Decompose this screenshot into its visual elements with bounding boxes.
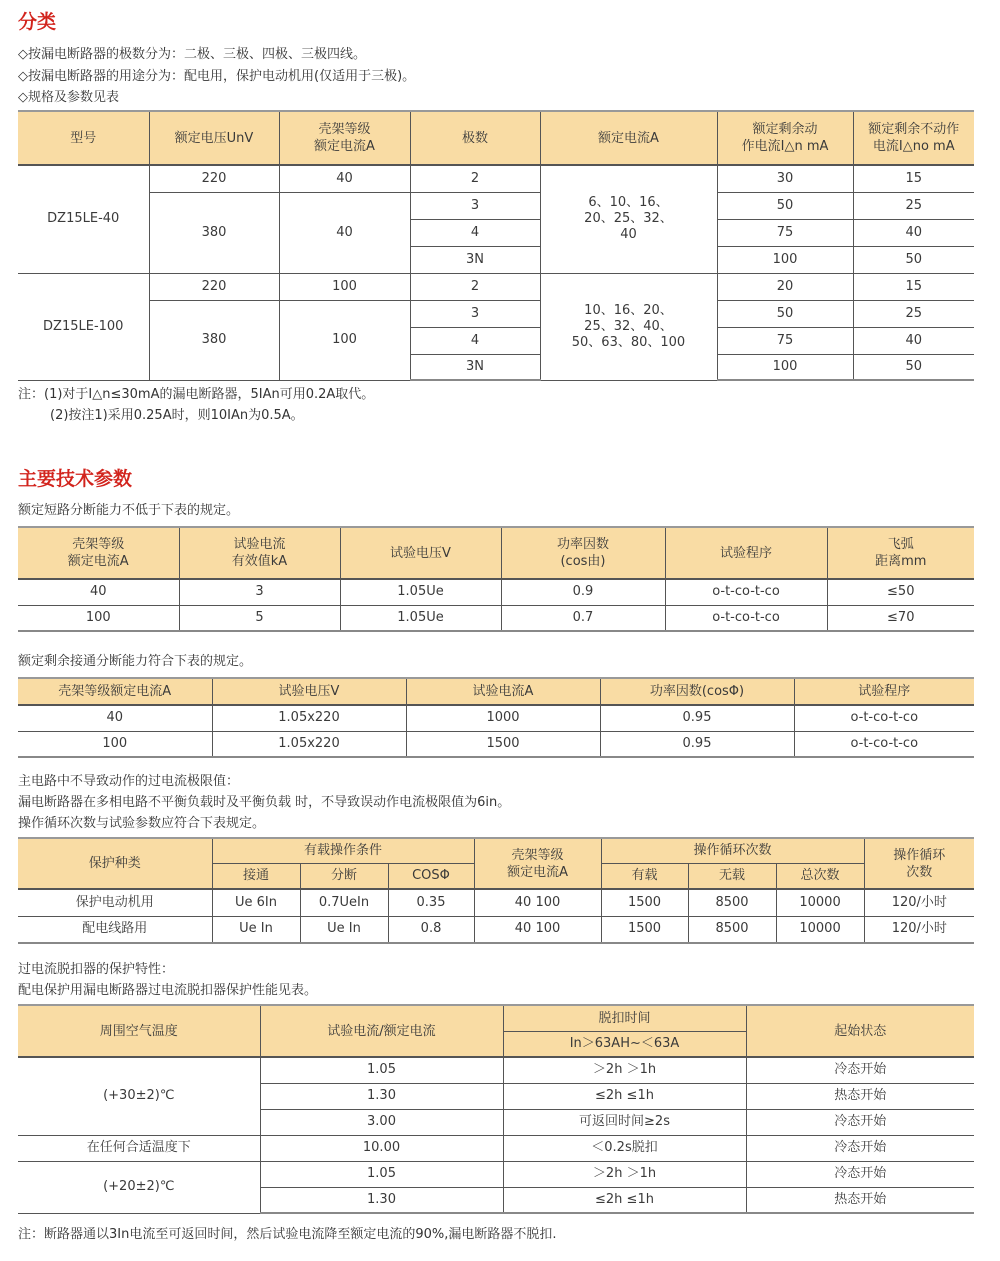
header-trip-time-sub: In＞63AH~＜63A	[503, 1031, 746, 1057]
table-cell: ≤70	[827, 605, 974, 631]
intro-short-circuit: 额定短路分断能力不低于下表的规定。	[18, 503, 240, 518]
table-cell: 0.95	[600, 705, 794, 731]
cell-idn: 50	[717, 300, 853, 327]
header-frame-current-l2: 额定电流A	[314, 139, 375, 154]
cell-trip-time: ＞2h ＞1h	[503, 1161, 746, 1187]
para-trip-characteristics: 过电流脱扣器的保护特性：	[18, 962, 175, 977]
table-cell: 5	[179, 605, 340, 631]
cell-frame: 100	[279, 273, 410, 300]
cell-idno: 25	[853, 192, 974, 219]
table-cell: 120/小时	[864, 916, 974, 943]
cell-poles: 3	[410, 192, 540, 219]
header-break: 分断	[300, 863, 388, 889]
cell-initial-state: 热态开始	[746, 1187, 974, 1213]
cell-frame: 40	[279, 165, 410, 192]
table-cell: 配电线路用	[18, 916, 212, 943]
note-2: (2)按注1)采用0.25A时，则10IAn为0.5A。	[50, 408, 304, 423]
header-test-voltage: 试验电压V	[212, 678, 406, 705]
table-row	[18, 916, 974, 943]
cell-initial-state: 冷态开始	[746, 1135, 974, 1161]
cell-trip-time: ≤2h ≤1h	[503, 1187, 746, 1213]
cell-poles: 4	[410, 327, 540, 354]
bullet-poles: ◇按漏电断路器的极数分为：二极、三极、四极、三极四线。	[18, 47, 366, 62]
table-cell: 10000	[776, 916, 864, 943]
table-cell: 100	[18, 731, 212, 757]
header-trip-time: 脱扣时间	[503, 1005, 746, 1031]
cell-voltage: 380	[149, 300, 279, 380]
para-unbalanced-load: 漏电断路器在多相电路不平衡负载时及平衡负载 时，不导致误动作电流极限值为6in。	[18, 795, 511, 810]
table-row	[18, 579, 974, 605]
cell-idno: 50	[853, 246, 974, 273]
header-power-factor: 功率因数(cosΦ)	[600, 678, 794, 705]
cell-ambient-temp: (+20±2)℃	[18, 1161, 260, 1213]
cell-idn: 75	[717, 327, 853, 354]
table-row	[18, 1161, 974, 1187]
header-test-current: 试验电流A	[406, 678, 600, 705]
table-cell: 0.7UeIn	[300, 889, 388, 916]
table-cell: Ue In	[212, 916, 300, 943]
header-cos: COSΦ	[388, 863, 474, 889]
table-row	[18, 731, 974, 757]
cell-idn: 100	[717, 354, 853, 380]
table-cell: 1000	[406, 705, 600, 731]
cell-current-ratio: 3.00	[260, 1109, 503, 1135]
header-arc-distance: 飞弧 距离mm	[827, 527, 974, 579]
cell-poles: 4	[410, 219, 540, 246]
para-trip-table-intro: 配电保护用漏电断路器过电流脱扣器保护性能见表。	[18, 983, 318, 998]
cell-idn: 50	[717, 192, 853, 219]
table-row	[18, 165, 974, 192]
table-row	[18, 889, 974, 916]
header-model: 型号	[18, 111, 149, 165]
residual-table	[18, 677, 974, 758]
table-row	[18, 273, 974, 300]
cell-poles: 3N	[410, 354, 540, 380]
table-row	[18, 1057, 974, 1083]
header-operation-cycles: 操作循环次数	[601, 838, 864, 863]
table-cell: o-t-co-t-co	[665, 605, 827, 631]
cell-idno: 15	[853, 165, 974, 192]
cell-voltage: 380	[149, 192, 279, 273]
cell-current-ratio: 10.00	[260, 1135, 503, 1161]
header-frame-current: 壳架等级 额定电流A	[18, 527, 179, 579]
trip-table	[18, 1004, 974, 1214]
cell-idn: 100	[717, 246, 853, 273]
table-cell: 100	[18, 605, 179, 631]
cell-current-ratio: 1.30	[260, 1187, 503, 1213]
table-cell: 8500	[688, 889, 776, 916]
table-cell: 0.7	[501, 605, 665, 631]
table-cell: 1500	[406, 731, 600, 757]
header-make: 接通	[212, 863, 300, 889]
intro-residual: 额定剩余接通分断能力符合下表的规定。	[18, 654, 253, 669]
table-cell: o-t-co-t-co	[665, 579, 827, 605]
spec-table	[18, 110, 974, 381]
cell-trip-time: ＜0.2s脱扣	[503, 1135, 746, 1161]
table-cell: 40	[18, 579, 179, 605]
table-row	[18, 605, 974, 631]
table-cell: 保护电动机用	[18, 889, 212, 916]
header-test-voltage: 试验电压V	[340, 527, 501, 579]
table-cell: o-t-co-t-co	[794, 705, 974, 731]
final-note: 注：断路器通以3In电流至可返回时间，然后试验电流降至额定电流的90%,漏电断路器不脱扣.	[18, 1227, 557, 1242]
cell-ambient-temp: (+30±2)℃	[18, 1057, 260, 1135]
para-overcurrent-limit: 主电路中不导致动作的过电流极限值：	[18, 774, 240, 789]
table-cell: 1500	[601, 889, 688, 916]
cell-current-ratio: 1.30	[260, 1083, 503, 1109]
table-cell: 40 100	[474, 889, 601, 916]
table-cell: 40	[18, 705, 212, 731]
header-residual-non-operating: 额定剩余不动作 电流I△no mA	[853, 111, 974, 165]
cell-idno: 15	[853, 273, 974, 300]
table-cell: 40 100	[474, 916, 601, 943]
table-cell: 3	[179, 579, 340, 605]
header-total: 总次数	[776, 863, 864, 889]
header-frame-current: 壳架等级 额定电流A	[474, 838, 601, 889]
table-cell: Ue 6In	[212, 889, 300, 916]
table-cell: 1500	[601, 916, 688, 943]
table-cell: 10000	[776, 889, 864, 916]
cell-poles: 3	[410, 300, 540, 327]
table-cell: 1.05x220	[212, 731, 406, 757]
header-frame-current-l1: 壳架等级	[318, 122, 371, 137]
operation-cycle-table	[18, 837, 974, 944]
cell-trip-time: 可返回时间≥2s	[503, 1109, 746, 1135]
bullet-usage: ◇按漏电断路器的用途分为：配电用，保护电动机用(仅适用于三极)。	[18, 69, 416, 84]
table-row	[18, 300, 974, 327]
table-cell: 0.35	[388, 889, 474, 916]
header-protection-type: 保护种类	[18, 838, 212, 889]
table-cell: 0.9	[501, 579, 665, 605]
table-cell: 1.05Ue	[340, 605, 501, 631]
cell-voltage: 220	[149, 273, 279, 300]
cell-model: DZ15LE-100	[18, 273, 149, 380]
table-cell: 8500	[688, 916, 776, 943]
header-test-sequence: 试验程序	[794, 678, 974, 705]
header-initial-state: 起始状态	[746, 1005, 974, 1057]
table-row	[18, 192, 974, 219]
cell-model: DZ15LE-40	[18, 165, 149, 273]
header-frame-current: 壳架等级额定电流A	[18, 678, 212, 705]
bullet-specs: ◇规格及参数见表	[18, 90, 119, 105]
cell-initial-state: 冷态开始	[746, 1057, 974, 1083]
section-title-classification: 分类	[18, 11, 57, 33]
header-rated-current: 额定电流A	[540, 111, 717, 165]
note-1: 注：(1)对于I△n≤30mA的漏电断路器，5IAn可用0.2A取代。	[18, 387, 375, 402]
table-cell: 0.95	[600, 731, 794, 757]
cell-trip-time: ＞2h ＞1h	[503, 1057, 746, 1083]
cell-idno: 40	[853, 327, 974, 354]
cell-frame: 100	[279, 300, 410, 380]
cell-trip-time: ≤2h ≤1h	[503, 1083, 746, 1109]
cell-idn: 30	[717, 165, 853, 192]
header-load-conditions: 有载操作条件	[212, 838, 474, 863]
cell-current-ratio: 1.05	[260, 1057, 503, 1083]
section-title-technical-params: 主要技术参数	[18, 468, 133, 490]
cell-idn: 75	[717, 219, 853, 246]
table-cell: o-t-co-t-co	[794, 731, 974, 757]
cell-idno: 50	[853, 354, 974, 380]
header-loaded: 有载	[601, 863, 688, 889]
header-poles: 极数	[410, 111, 540, 165]
cell-poles: 2	[410, 273, 540, 300]
cell-idno: 25	[853, 300, 974, 327]
header-frame-current	[279, 111, 410, 165]
table-cell: 1.05x220	[212, 705, 406, 731]
cell-current-ratio: 1.05	[260, 1161, 503, 1187]
table-row	[18, 1135, 974, 1161]
table-cell: 120/小时	[864, 889, 974, 916]
header-power-factor: 功率因数 (cos由)	[501, 527, 665, 579]
header-ambient-temp: 周围空气温度	[18, 1005, 260, 1057]
cell-frame: 40	[279, 192, 410, 273]
header-current-ratio: 试验电流/额定电流	[260, 1005, 503, 1057]
cell-rated-current: 10、16、20、 25、32、40、 50、63、80、100	[540, 273, 717, 380]
table-cell: ≤50	[827, 579, 974, 605]
header-test-current: 试验电流 有效值kA	[179, 527, 340, 579]
table-cell: 1.05Ue	[340, 579, 501, 605]
table-row	[18, 705, 974, 731]
cell-idn: 20	[717, 273, 853, 300]
header-rated-voltage: 额定电压UnV	[149, 111, 279, 165]
cell-initial-state: 冷态开始	[746, 1161, 974, 1187]
cell-ambient-temp: 在任何合适温度下	[18, 1135, 260, 1161]
cell-idno: 40	[853, 219, 974, 246]
cell-initial-state: 热态开始	[746, 1083, 974, 1109]
cell-initial-state: 冷态开始	[746, 1109, 974, 1135]
header-unloaded: 无载	[688, 863, 776, 889]
header-test-sequence: 试验程序	[665, 527, 827, 579]
cell-rated-current: 6、10、16、 20、25、32、 40	[540, 165, 717, 273]
short-circuit-table	[18, 526, 974, 632]
cell-poles: 2	[410, 165, 540, 192]
cell-voltage: 220	[149, 165, 279, 192]
table-cell: Ue In	[300, 916, 388, 943]
header-cycle-rate: 操作循环 次数	[864, 838, 974, 889]
cell-poles: 3N	[410, 246, 540, 273]
table-cell: 0.8	[388, 916, 474, 943]
para-operation-cycles: 操作循环次数与试验参数应符合下表规定。	[18, 816, 266, 831]
header-residual-operating: 额定剩余动 作电流I△n mA	[717, 111, 853, 165]
